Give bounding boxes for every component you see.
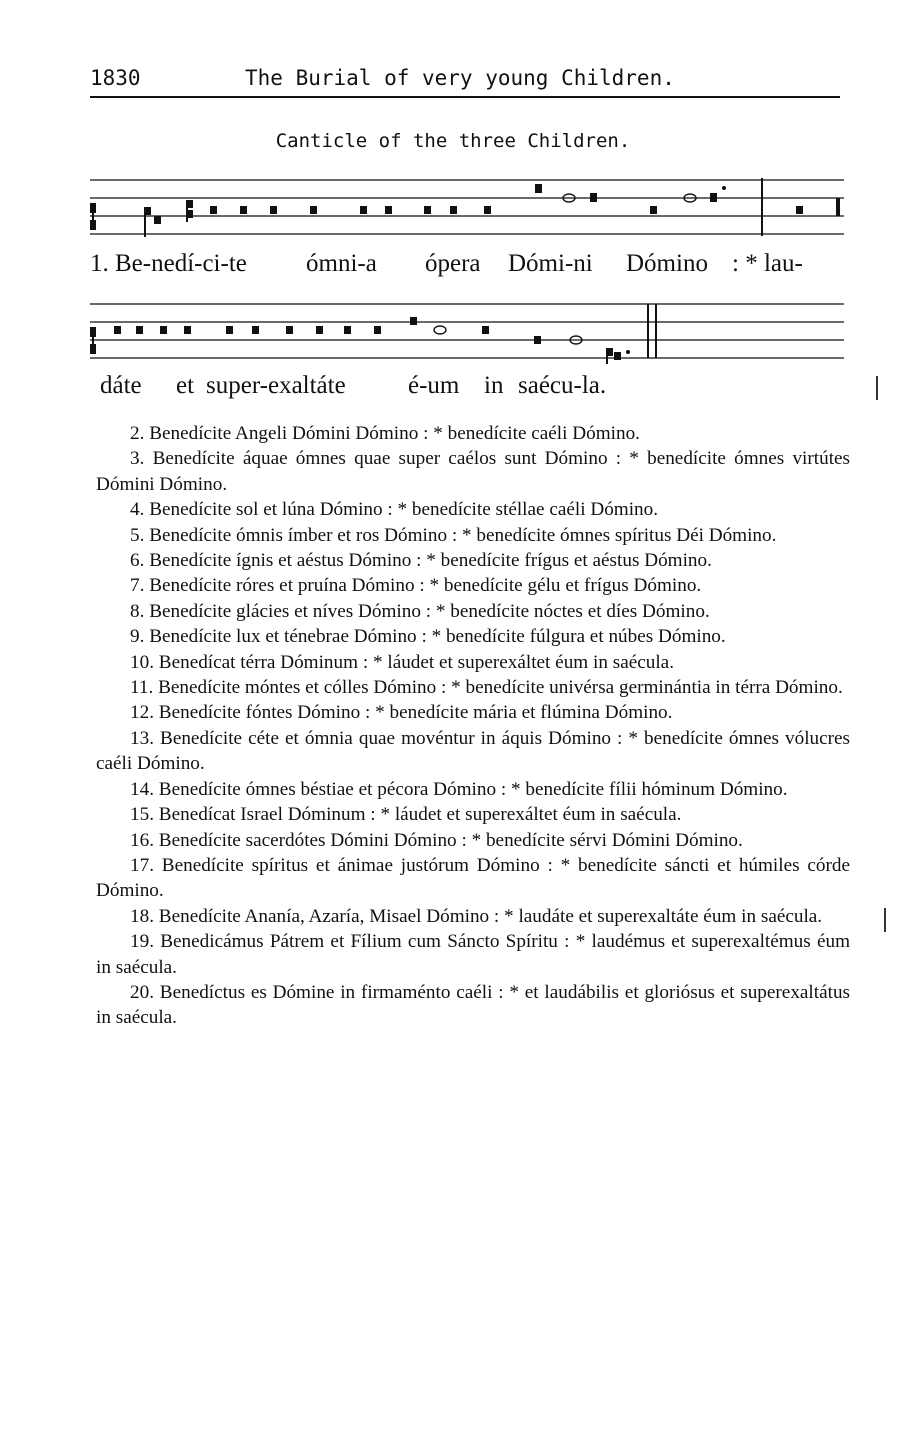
lyric-word: ómni-a <box>306 250 377 277</box>
verse-number: 5. <box>130 524 145 546</box>
verse-number: 11. <box>130 677 154 699</box>
verse-text: Benedícite glácies et níves Dómino : * benedícite nóctes et díes Dómino. <box>149 600 710 622</box>
verse-text: Benedícite áquae ómnes quae super caélos sunt Dómino : * benedícite ómnes virtútes Dómini Dómino. <box>96 448 851 495</box>
verse-16 <box>96 828 850 853</box>
verse-text: Benedícat térra Dóminum : * láudet et superexáltet éum in saécula. <box>158 651 674 673</box>
verses-list <box>96 421 850 1031</box>
verse-text: Benedícite lux et ténebrae Dómino : * benedícite fúlgura et núbes Dómino. <box>149 626 726 648</box>
verse-text: Benedícite spíritus et ánimae justórum Dómino : * benedícite sáncti et húmiles córde Dómino. <box>96 854 850 902</box>
chant-staff-2 <box>90 300 844 366</box>
running-title: The Burial of very young Children. <box>245 66 675 90</box>
verse-17 <box>96 853 850 904</box>
verse-text: Benedícat Israel Dóminum : * láudet et superexáltet éum in saécula. <box>158 804 682 826</box>
verse-10 <box>96 650 850 675</box>
lyric-word: saécu-la. <box>518 372 607 399</box>
page-header <box>90 62 840 98</box>
verse-2 <box>96 421 850 446</box>
verse-8 <box>96 599 850 624</box>
lyric-word: super-exaltáte <box>206 372 346 399</box>
verse-text: Benedícite fóntes Dómino : * benedícite mária et flúmina Dómino. <box>158 702 673 724</box>
lyric-word: : * lau- <box>732 250 803 277</box>
verse-12 <box>96 700 850 725</box>
verse-text: Benedicámus Pátrem et Fílium cum Sáncto Spíritu : * laudémus et superexaltémus éum in saécula. <box>96 931 851 978</box>
verse-number: 6. <box>130 550 145 572</box>
verse-number: 13. <box>130 727 154 749</box>
canticle-title: Canticle of the three Children. <box>275 130 631 152</box>
lyric-word: 1. Be-nedí-ci-te <box>90 250 247 277</box>
verse-text: Benedícite sol et lúna Dómino : * benedícite stéllae caéli Dómino. <box>149 499 659 521</box>
verse-text: Benedícite Ananía, Azaría, Misael Dómino : * laudáte et superexaltáte éum in saécula. <box>158 905 823 927</box>
lyric-word: é-um <box>408 372 460 399</box>
lyric-word: dáte <box>100 372 142 399</box>
lyric-word: Dómi-ni <box>508 250 593 277</box>
chant-staff-1 <box>90 176 844 242</box>
verse-3 <box>96 446 850 497</box>
verse-number: 15. <box>130 804 154 826</box>
page-number: 1830 <box>90 66 141 90</box>
verse-4 <box>96 497 850 522</box>
verse-15 <box>96 802 850 827</box>
verse-text: Benedícite ómnis ímber et ros Dómino : * benedícite ómnes spíritus Déi Dómino. <box>149 524 777 546</box>
verse-18 <box>96 904 850 929</box>
verse-number: 2. <box>130 423 145 444</box>
verse-number: 8. <box>130 600 145 622</box>
verse-number: 12. <box>130 702 154 724</box>
verse-5 <box>96 523 850 548</box>
verse-number: 3. <box>130 448 145 470</box>
lyric-word: Dómino <box>626 250 708 277</box>
verse-number: 9. <box>130 626 145 648</box>
verse-7 <box>96 573 850 598</box>
verse-20 <box>96 980 850 1031</box>
verse-number: 19. <box>130 931 154 953</box>
margin-mark <box>876 376 878 400</box>
lyric-word: et <box>176 372 195 399</box>
verse-number: 16. <box>130 829 154 851</box>
verse-9 <box>96 624 850 649</box>
verse-text: Benedícite móntes et cólles Dómino : * benedícite univérsa germinántia in térra Dómino. <box>158 677 843 699</box>
verse-14 <box>96 777 850 802</box>
verse-11 <box>96 675 850 700</box>
verse-text: Benedíctus es Dómine in firmaménto caéli : * et laudábilis et gloriósus et superexaltátus in saécula. <box>96 981 851 1029</box>
verse-19 <box>96 929 850 980</box>
verse-number: 7. <box>130 575 145 597</box>
verse-13 <box>96 726 850 777</box>
verse-number: 14. <box>130 778 154 800</box>
lyric-word: ópera <box>425 250 481 277</box>
verse-number: 4. <box>130 499 145 521</box>
verse-text: Benedícite céte et ómnia quae movéntur in áquis Dómino : * benedícite ómnes vólucres caéli Dómino. <box>96 727 851 775</box>
verse-number: 18. <box>130 905 154 927</box>
verse-text: Benedícite Angeli Dómini Dómino : * benedícite caéli Dómino. <box>149 423 640 444</box>
lyric-word: in <box>484 372 504 399</box>
verse-number: 10. <box>130 651 154 673</box>
verse-text: Benedícite ómnes béstiae et pécora Dómino : * benedícite fílii hóminum Dómino. <box>158 778 788 800</box>
verse-number: 17. <box>130 854 154 876</box>
verse-text: Benedícite sacerdótes Dómini Dómino : * benedícite sérvi Dómini Dómino. <box>158 829 743 851</box>
margin-mark <box>884 908 886 932</box>
verse-number: 20. <box>130 981 154 1003</box>
verse-text: Benedícite ígnis et aéstus Dómino : * benedícite frígus et aéstus Dómino. <box>149 550 712 572</box>
verse-6 <box>96 548 850 573</box>
verse-text: Benedícite róres et pruína Dómino : * benedícite gélu et frígus Dómino. <box>149 575 702 597</box>
